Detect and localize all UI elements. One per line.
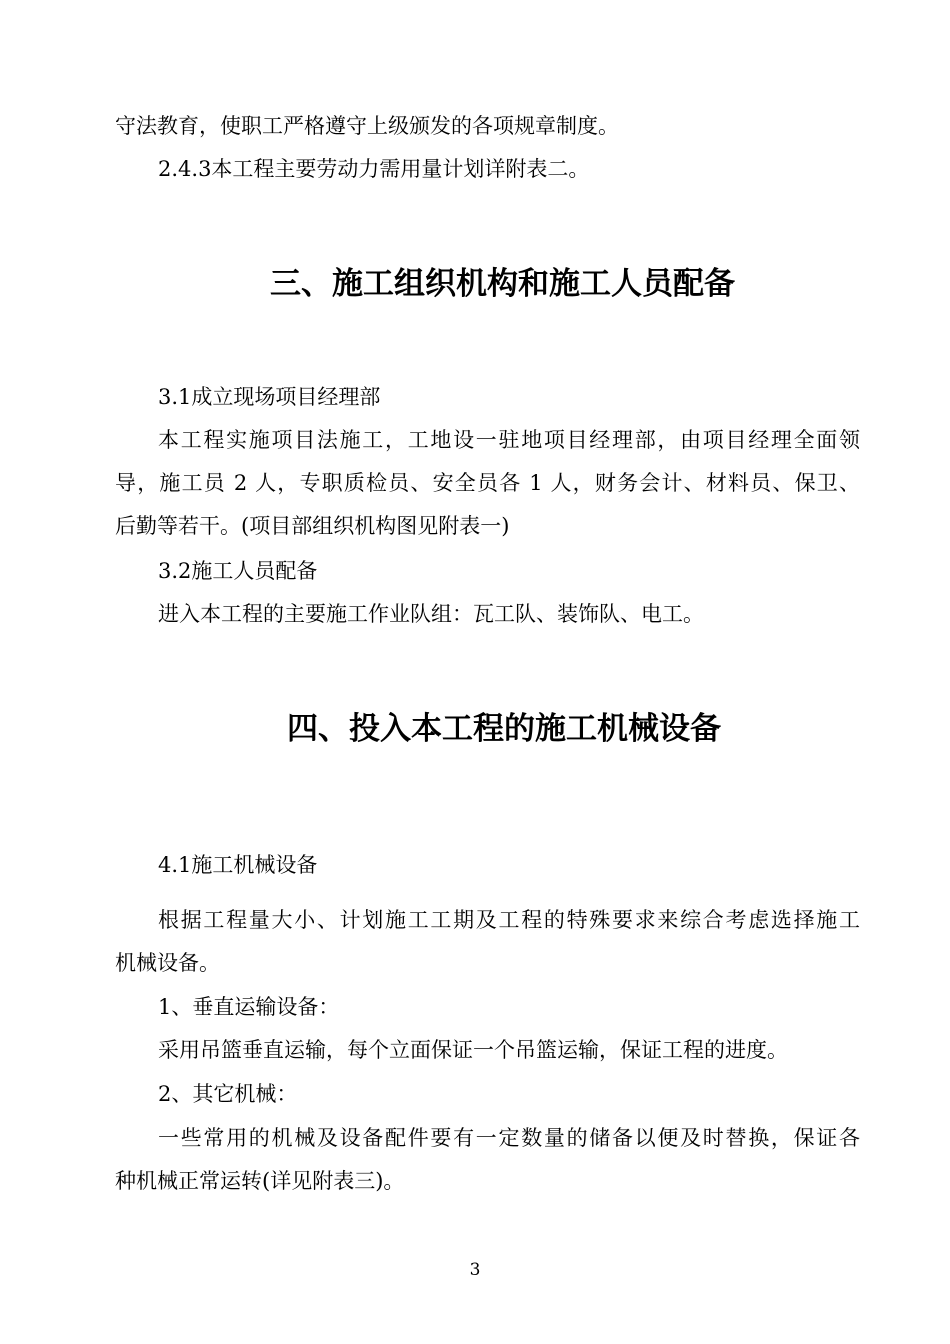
subsection-title: 4.1施工机械设备 — [158, 853, 318, 877]
paragraph-line: 2.4.3本工程主要劳动力需用量计划详附表二。 — [158, 157, 590, 181]
subsection-title: 3.1成立现场项目经理部 — [158, 385, 381, 409]
paragraph-line: 一些常用的机械及设备配件要有一定数量的储备以便及时替换，保证各 — [158, 1126, 860, 1150]
paragraph-line: 机械设备。 — [115, 951, 220, 975]
paragraph-line: 采用吊篮垂直运输，每个立面保证一个吊篮运输，保证工程的进度。 — [158, 1038, 788, 1062]
paragraph-line: 后勤等若干。(项目部组织机构图见附表一) — [115, 514, 510, 538]
paragraph-line: 根据工程量大小、计划施工工期及工程的特殊要求来综合考虑选择施工 — [158, 908, 860, 932]
section-heading-3: 三、施工组织机构和施工人员配备 — [270, 266, 735, 302]
section-heading-4: 四、投入本工程的施工机械设备 — [287, 711, 721, 747]
page-number: 3 — [469, 1260, 481, 1280]
list-item-title: 2、其它机械： — [158, 1082, 298, 1106]
paragraph-line: 守法教育，使职工严格遵守上级颁发的各项规章制度。 — [115, 114, 619, 138]
paragraph-line: 进入本工程的主要施工作业队组：瓦工队、装饰队、电工。 — [158, 602, 704, 626]
paragraph-line: 导，施工员 2 人，专职质检员、安全员各 1 人，财务会计、材料员、保卫、 — [115, 471, 860, 495]
paragraph-line: 种机械正常运转(详见附表三)。 — [115, 1169, 405, 1193]
subsection-title: 3.2施工人员配备 — [158, 559, 318, 583]
paragraph-line: 本工程实施项目法施工，工地设一驻地项目经理部，由项目经理全面领 — [158, 428, 860, 452]
list-item-title: 1、垂直运输设备： — [158, 995, 340, 1019]
